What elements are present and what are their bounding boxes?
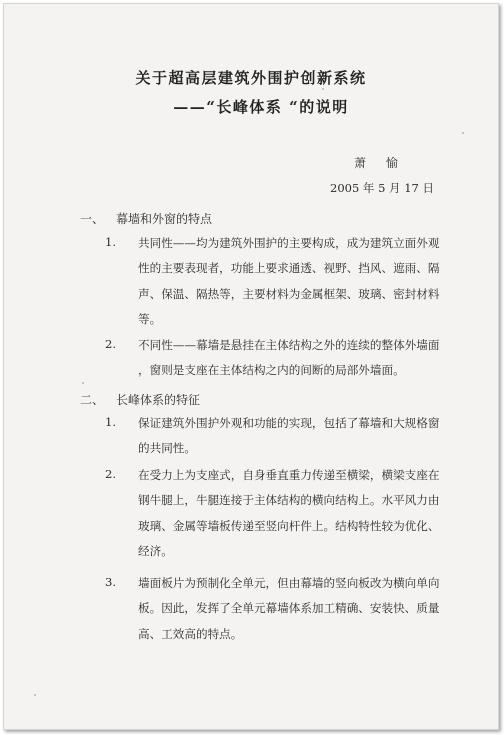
text-line: 共同性——均为建筑外围护的主要构成，成为建筑立面外观 <box>138 236 440 250</box>
text-line: 墙面板片为预制化全单元，但由幕墙的竖向板改为横向单向 <box>138 576 440 590</box>
section-number: 一、 <box>80 212 105 226</box>
item-number: 2. <box>105 467 117 481</box>
text-line: 高、工效高的特点。 <box>138 626 243 641</box>
text-line: 保证建筑外围护外观和功能的实现，包括了幕墙和大规格窗 <box>138 416 440 430</box>
item-text <box>138 467 453 568</box>
text-line: 在受力上为支座式，自身垂直重力传递至横梁，横梁支座在 <box>138 468 440 482</box>
author-name: 萧 愉 <box>354 156 406 170</box>
text-line: 的共同性。 <box>138 441 196 456</box>
text-line: 经济。 <box>138 543 173 558</box>
section-title: 幕墙和外窗的特点 <box>116 212 213 226</box>
list-item <box>105 235 465 336</box>
text-line: 性的主要表现者，功能上要求通透、视野、挡风、遮雨、隔 <box>138 261 440 276</box>
text-line: ，窗则是支座在主体结构之内的间断的局部外墙面。 <box>138 363 405 378</box>
list-item <box>105 337 465 388</box>
item-number: 2. <box>105 337 117 351</box>
document-subtitle: ——“长峰体系 “的说明 <box>173 98 349 116</box>
document-title: 关于超高层建筑外围护创新系统 <box>135 69 367 87</box>
section-heading <box>80 391 200 408</box>
item-text <box>138 337 453 388</box>
text-line: 玻璃、金属等墙板传递至竖向杆件上。结构特性较为优化、 <box>138 518 440 533</box>
text-line: 不同性——幕墙是悬挂在主体结构之外的连续的整体外墙面 <box>138 338 440 352</box>
item-number: 3. <box>105 575 117 589</box>
list-item <box>105 575 465 651</box>
section-heading <box>80 210 212 227</box>
item-text <box>138 575 453 651</box>
scan-speck <box>462 132 464 134</box>
scan-speck <box>34 694 36 696</box>
document-date: 2005 年 5 月 17 日 <box>330 181 434 195</box>
text-line: 钢牛腿上，牛腿连接于主体结构的横向结构上。水平风力由 <box>138 493 440 508</box>
list-item <box>105 415 465 466</box>
text-line: 板。因此，发挥了全单元幕墙体系加工精确、安装快、质量 <box>138 601 440 616</box>
item-text <box>138 415 453 466</box>
item-number: 1. <box>105 415 117 429</box>
section-number: 二、 <box>80 393 105 407</box>
item-text <box>138 235 453 336</box>
scan-speck <box>82 382 84 384</box>
list-item <box>105 467 465 568</box>
text-line: 等。 <box>138 311 162 326</box>
section-title: 长峰体系的特征 <box>116 393 201 407</box>
scan-speck <box>322 88 324 90</box>
text-line: 声、保温、隔热等，主要材料为金属框架、玻璃、密封材料 <box>138 286 440 301</box>
scanned-page <box>3 3 499 730</box>
item-number: 1. <box>105 235 117 249</box>
